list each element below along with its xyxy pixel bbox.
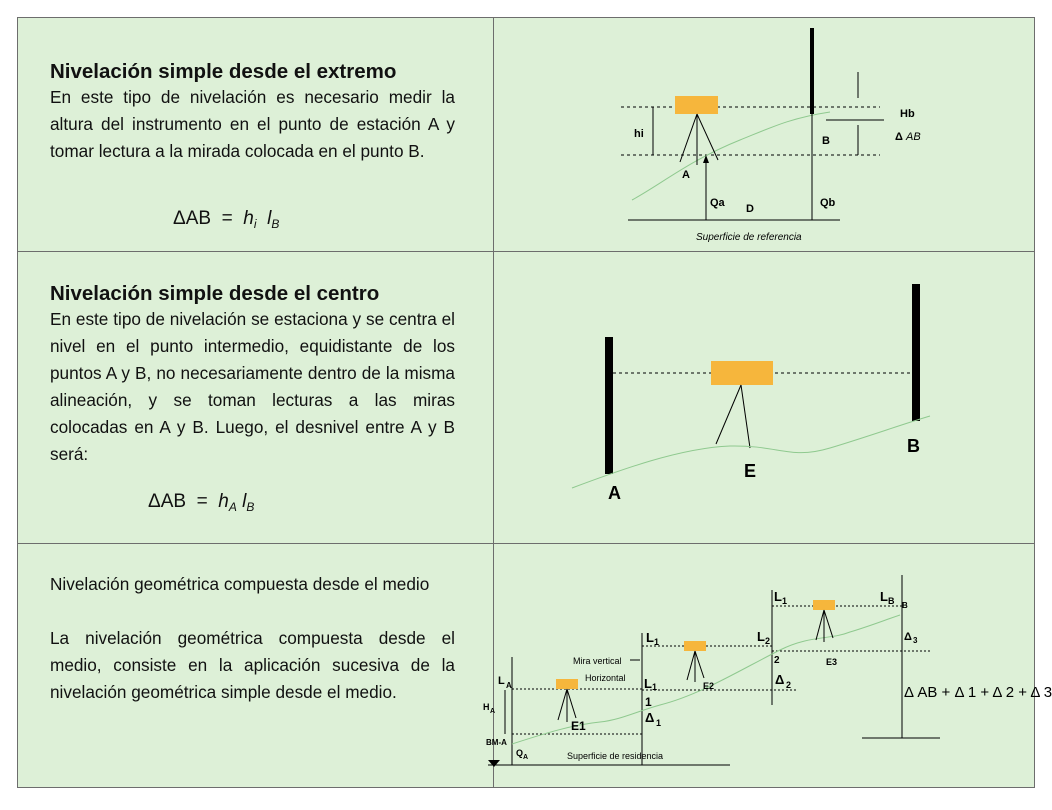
label-BMA: BM-A (486, 738, 507, 747)
formula-l: l (267, 208, 272, 229)
row1-heading: Nivelación simple desde el extremo (50, 60, 397, 83)
label-LA-sub: A (506, 681, 512, 690)
label-mira: Mira vertical (573, 656, 622, 666)
label-b-small: B (902, 601, 908, 610)
label-QA: Q (516, 748, 524, 758)
formula-h: h (218, 491, 229, 512)
label-L1-sub: 1 (654, 637, 660, 647)
formula-delta: ΔAB (148, 491, 187, 512)
label-E3: E3 (826, 657, 838, 667)
label-1: 1 (645, 695, 652, 709)
formula-h: h (243, 208, 254, 229)
label-LA: L (498, 675, 505, 687)
formula-h-sub: i (253, 217, 257, 231)
label-B: B (822, 135, 830, 147)
label-B2: B (907, 436, 920, 456)
label-L1b-sub: 1 (652, 682, 658, 692)
instrument (675, 96, 718, 114)
mira-B (912, 284, 920, 421)
extremo-group (621, 28, 921, 243)
label-LB-sub: B (888, 596, 895, 606)
centro-group (572, 284, 930, 503)
level-instrument (711, 361, 773, 385)
label-LB: L (880, 589, 888, 604)
label-Qa: Qa (710, 197, 725, 209)
label-hi: hi (634, 128, 644, 140)
row1-body: En este tipo de nivelación es necesario medir la altura del instrumento en el punto de estación A y tomar lectura a la mirada colocada en el punto B. (50, 87, 455, 161)
station-E3 (813, 600, 835, 610)
formula-h-sub: A (228, 500, 237, 514)
label-delta3: Δ (904, 631, 912, 643)
label-delta3-sub: 3 (913, 636, 918, 645)
mira-A (605, 337, 613, 474)
label-E1: E1 (571, 719, 586, 733)
label-D: D (746, 203, 754, 215)
station-E2 (684, 641, 706, 651)
formula-delta: ΔAB (173, 208, 212, 229)
label-A: A (682, 169, 690, 181)
label-L1: L (646, 630, 654, 645)
label-L2-sub: 2 (765, 636, 771, 646)
label-delta1: Δ (645, 710, 655, 725)
compuesta-group (483, 575, 1052, 767)
formula-eq: = (196, 491, 208, 512)
label-delta: Δ (895, 131, 903, 143)
label-delta2: Δ (775, 672, 785, 687)
label-sum: Δ AB + Δ 1 + Δ 2 + Δ 3 (904, 684, 1052, 701)
label-surface: Superficie de referencia (696, 232, 802, 243)
label-HA-sub: A (490, 708, 496, 715)
label-2: 2 (774, 655, 780, 666)
label-L2: L (757, 629, 765, 644)
label-L1c: L (774, 589, 782, 604)
label-horizontal: Horizontal (585, 673, 626, 683)
label-Hb: Hb (900, 108, 915, 120)
label-E2: E2 (703, 681, 715, 691)
label-E: E (744, 461, 757, 481)
station-E1 (556, 679, 578, 689)
label-AB: AB (906, 131, 921, 143)
label-surface3: Superficie de residencia (567, 751, 664, 761)
label-A2: A (608, 483, 621, 503)
row3-body: La nivelación geométrica compuesta desde el medio, consiste en la aplicación sucesiva de la nivelación geométrica simple desde el medio. (50, 628, 455, 702)
formula-l-sub: B (246, 500, 255, 514)
formula-l: l (242, 491, 247, 512)
row2-heading: Nivelación simple desde el centro (50, 282, 380, 305)
formula-l-sub: B (271, 217, 280, 231)
label-HA: H (483, 702, 490, 712)
row2-body: En este tipo de nivelación se estaciona y se centra el nivel en el punto intermedio, equidistante de los puntos A y B, no necesariamente dentro de la misma alineación, y se toman lecturas a las miras colocadas en A y B. Luego, el desnivel entre A y B será: (50, 309, 455, 464)
label-L1b: L (644, 676, 652, 691)
label-QA-sub: A (523, 754, 529, 761)
label-delta2-sub: 2 (786, 680, 792, 690)
label-Qb: Qb (820, 197, 836, 209)
terrain-curve (632, 112, 830, 200)
label-delta1-sub: 1 (656, 718, 662, 728)
label-L1c-sub: 1 (782, 596, 788, 606)
formula-eq: = (221, 208, 233, 229)
row3-title: Nivelación geométrica compuesta desde el medio (50, 574, 430, 594)
